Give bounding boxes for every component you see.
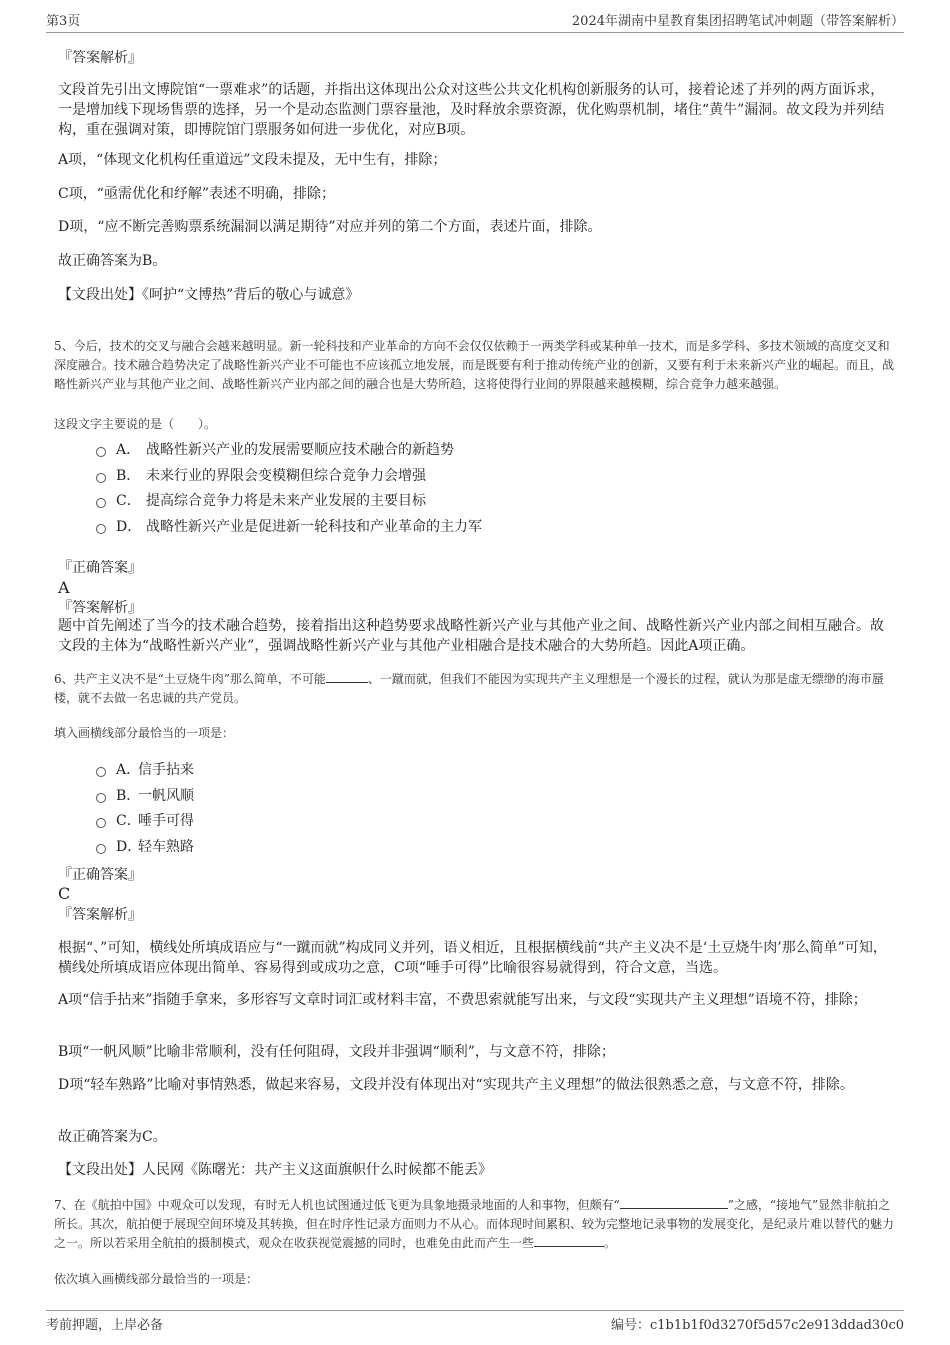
radio-icon[interactable]	[96, 793, 106, 803]
q6-option-b[interactable]	[96, 786, 194, 806]
q6-conclusion: 故正确答案为C。	[58, 1129, 167, 1145]
q5-answer-label: 『正确答案』	[58, 560, 142, 576]
option-letter: C．	[116, 813, 141, 829]
q4-conclusion: 故正确答案为B。	[58, 253, 167, 269]
q6-source: 【文段出处】人民网《陈曙光：共产主义这面旗帜什么时候都不能丢》	[58, 1162, 492, 1178]
document-id: 编号：c1b1b1f0d3270f5d57c2e913ddad30c0	[610, 1318, 904, 1333]
q6-stem-part2: 、一蹴而就，但我们不能因为实现共产主义理想是一个漫长的过程，就认为那是虚无缥缈的海市蜃楼，就不去做一名忠诚的共产党员。	[54, 672, 884, 705]
q4-item-a: A项，“体现文化机构任重道远”文段未提及，无中生有，排除；	[58, 152, 447, 168]
q7-fill-blank-1	[620, 1208, 728, 1209]
option-text: 一帆风顺	[138, 788, 194, 804]
option-text: 唾手可得	[138, 813, 194, 829]
q7-stem	[54, 1196, 896, 1253]
q5-stem: 5、今后，技术的交叉与融合会越来越明显。新一轮科技和产业革命的方向不会仅仅依赖于一两类学科或某种单一技术，而是多学科、多技术领域的高度交叉和深度融合。技术融合趋势决定了战略性新兴产业不可能也不应该孤立地发展，而是既要有利于推动传统产业的创新，又要有利于未来新兴产业的崛起。而且，战略性新兴产业与其他产业之间、战略性新兴产业内部之间的融合也是大势所趋，这将使得行业间的界限越来越模糊，综合竞争力越来越强。	[54, 339, 895, 391]
q6-answer-label: 『正确答案』	[58, 867, 142, 883]
q6-analysis-label: 『答案解析』	[58, 907, 142, 923]
q4-item-c: C项，“亟需优化和纾解”表述不明确，排除；	[58, 186, 336, 202]
option-text: 未来行业的界限会变模糊但综合竞争力会增强	[146, 468, 426, 484]
q5-option-b[interactable]	[96, 466, 426, 486]
q6-item-a: A项“信手拈来”指随手拿来，多形容写文章时词汇或材料丰富，不费思索就能写出来，与文段“实现共产主义理想”语境不符，排除；	[58, 992, 867, 1008]
q6-option-c[interactable]	[96, 811, 194, 831]
radio-icon[interactable]	[96, 818, 106, 828]
option-text: 轻车熟路	[138, 839, 194, 855]
option-letter: A．	[116, 762, 141, 778]
option-text: 提高综合竞争力将是未来产业发展的主要目标	[146, 493, 426, 509]
q6-analysis-text: 根据“、”可知，横线处所填成语应与“一蹴而就”构成同义并列，语义相近，且根据横线前“共产主义决不是‘土豆烧牛肉’那么简单”可知，横线处所填成语应体现出简单、容易得到或成功之意，C项“唾手可得”比喻很容易就得到，符合文意，当选。	[58, 940, 887, 976]
radio-icon[interactable]	[96, 767, 106, 777]
q5-option-a[interactable]	[96, 440, 454, 460]
page-header	[46, 10, 904, 30]
q5-option-c[interactable]	[96, 491, 426, 511]
footer-slogan: 考前押题，上岸必备	[46, 1318, 164, 1333]
q6-option-d[interactable]	[96, 837, 194, 857]
q6-answer: C	[58, 884, 71, 903]
q5-option-d[interactable]	[96, 517, 482, 537]
q5-analysis-label: 『答案解析』	[58, 600, 142, 616]
header-divider	[46, 32, 904, 33]
document-title: 2024年湖南中星教育集团招聘笔试冲刺题（带答案解析）	[571, 14, 904, 29]
q6-item-d: D项“轻车熟路”比喻对事情熟悉，做起来容易，文段并没有体现出对“实现共产主义理想”的做法很熟悉之意，与文意不符，排除。	[58, 1077, 854, 1093]
q7-stem-part2: ”之感，“接地气”显然非航拍之所长。其次，航拍便于展现空间环境及其转换，但在时序性记录方面则力不从心。而体现时间累积、较为完整地记录事物的发展变化，是纪录片难以替代的魅力之一。所以若采用全航拍的摄制模式，观众在收获视觉震撼的同时，也难免由此而产生一些	[54, 1198, 895, 1250]
option-letter: B．	[116, 468, 141, 484]
q4-analysis-label: 『答案解析』	[58, 50, 142, 66]
option-text: 战略性新兴产业的发展需要顺应技术融合的新趋势	[146, 442, 454, 458]
option-letter: D．	[116, 519, 142, 535]
q7-stem-part1: 7、在《航拍中国》中观众可以发现，有时无人机也试图通过低飞更为具象地摄录地面的人和事物，但颇有“	[54, 1198, 620, 1212]
page-number: 第3页	[46, 14, 81, 29]
q6-stem-part1: 6、共产主义决不是“土豆烧牛肉”那么简单，不可能	[54, 672, 326, 686]
q6-option-a[interactable]	[96, 760, 194, 780]
q6-question: 填入画横线部分最恰当的一项是：	[54, 726, 235, 740]
footer-divider	[46, 1310, 904, 1311]
q4-item-d: D项，“应不断完善购票系统漏洞以满足期待”对应并列的第二个方面，表述片面，排除。	[58, 219, 602, 235]
option-letter: D．	[116, 839, 142, 855]
q4-analysis-text: 文段首先引出文博院馆“一票难求”的话题，并指出这体现出公众对这些公共文化机构创新服务的认可，接着论述了并列的两方面诉求，一是增加线下现场售票的选择，另一个是动态监测门票容量池，及时释放余票资源，优化购票机制，堵住“黄牛”漏洞。故文段为并列结构，重在强调对策，即博院馆门票服务如何进一步优化，对应B项。	[58, 82, 885, 138]
q7-question: 依次填入画横线部分最恰当的一项是：	[54, 1272, 259, 1286]
q7-fill-blank-2	[534, 1246, 604, 1247]
radio-icon[interactable]	[96, 498, 106, 508]
q5-question: 这段文字主要说的是（ ）。	[54, 417, 217, 431]
q4-source: 【文段出处】《呵护“文博热”背后的敬心与诚意》	[58, 287, 360, 303]
radio-icon[interactable]	[96, 447, 106, 457]
q5-answer: A	[58, 578, 70, 597]
option-text: 信手拈来	[138, 762, 194, 778]
option-text: 战略性新兴产业是促进新一轮科技和产业革命的主力军	[146, 519, 482, 535]
q7-stem-part3: 。	[604, 1236, 617, 1250]
radio-icon[interactable]	[96, 524, 106, 534]
q5-analysis-text: 题中首先阐述了当今的技术融合趋势，接着指出这种趋势要求战略性新兴产业与其他产业之间、战略性新兴产业内部之间相互融合。故文段的主体为“战略性新兴产业”，强调战略性新兴产业与其他产业相融合是技术融合的大势所趋。因此A项正确。	[58, 618, 884, 654]
radio-icon[interactable]	[96, 844, 106, 854]
q6-item-b: B项“一帆风顺”比喻非常顺利，没有任何阻碍，文段并非强调“顺利”，与文意不符，排除；	[58, 1044, 615, 1060]
q6-stem	[54, 670, 896, 708]
radio-icon[interactable]	[96, 473, 106, 483]
option-letter: B．	[116, 788, 141, 804]
option-letter: A．	[116, 442, 141, 458]
q6-fill-blank	[326, 682, 368, 683]
option-letter: C．	[116, 493, 141, 509]
